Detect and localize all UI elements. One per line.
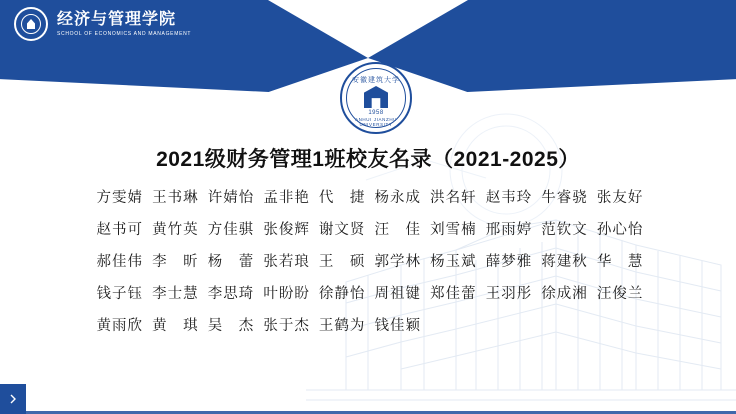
name-row — [92, 218, 648, 239]
name-cell: 杨玉斌 — [430, 254, 477, 270]
name-cell — [592, 314, 648, 335]
name-row — [92, 186, 648, 207]
name-cell: 许婧怡 — [207, 190, 255, 206]
page-title: 2021级财务管理1班校友名录（2021-2025） — [156, 148, 580, 171]
chevron-right-icon — [8, 394, 18, 404]
school-brand — [14, 7, 191, 41]
name-cell: 王羽彤 — [485, 286, 533, 302]
name-cell: 徐成湘 — [541, 286, 588, 302]
name-cell: 王书琳 — [152, 190, 199, 206]
name-cell: 徐静怡 — [318, 286, 366, 302]
name-cell: 杨永成 — [374, 190, 422, 206]
name-cell: 张若琅 — [263, 254, 310, 270]
emblem-year: 1958 — [368, 110, 384, 116]
name-cell: 郭学林 — [374, 254, 422, 270]
name-cell: 李思琦 — [207, 286, 255, 302]
name-cell: 周祖键 — [374, 286, 422, 302]
name-cell: 郑佳蕾 — [430, 286, 477, 302]
name-row — [92, 250, 648, 271]
school-name-en: SCHOOL OF ECONOMICS AND MANAGEMENT — [57, 30, 192, 37]
school-brand-text — [57, 10, 191, 39]
name-cell: 李 昕 — [152, 254, 199, 270]
name-cell: 孟非艳 — [263, 190, 310, 206]
name-row — [92, 314, 648, 335]
school-name-cn: 经济与管理学院 — [57, 10, 177, 28]
school-seal-icon — [14, 7, 48, 41]
name-cell: 吴 杰 — [207, 318, 255, 334]
name-cell: 郝佳伟 — [96, 254, 144, 270]
name-cell: 华 慧 — [596, 254, 644, 270]
name-cell: 钱佳颖 — [374, 318, 422, 334]
name-cell: 方佳骐 — [207, 222, 255, 238]
name-cell: 张于杰 — [263, 318, 310, 334]
alumni-name-grid — [92, 186, 648, 346]
name-cell: 赵韦玲 — [485, 190, 533, 206]
name-cell: 汪俊兰 — [596, 286, 644, 302]
name-cell: 薛梦雅 — [485, 254, 533, 270]
name-cell: 牛睿骁 — [541, 190, 588, 206]
name-cell: 叶盼盼 — [263, 286, 310, 302]
name-cell — [481, 314, 537, 335]
name-cell: 邢雨婷 — [485, 222, 533, 238]
emblem-name-cn: 安徽建筑大学 — [352, 77, 400, 84]
name-cell: 蒋建秋 — [541, 254, 588, 270]
name-cell — [537, 314, 593, 335]
name-cell: 方雯婧 — [96, 190, 144, 206]
name-cell: 范钦文 — [541, 222, 588, 238]
name-cell: 杨 蕾 — [207, 254, 255, 270]
name-cell: 代 捷 — [318, 190, 366, 206]
name-cell: 张俊辉 — [263, 222, 310, 238]
name-cell: 黄竹英 — [152, 222, 199, 238]
name-cell: 洪名轩 — [430, 190, 477, 206]
name-row — [92, 282, 648, 303]
name-cell: 王 硕 — [318, 254, 366, 270]
next-slide-button[interactable] — [0, 384, 26, 414]
name-cell: 黄 琪 — [152, 318, 199, 334]
name-cell: 赵书可 — [96, 222, 144, 238]
name-cell: 钱子钰 — [96, 286, 144, 302]
emblem-name-en: ANHUI JIANZHU UNIVERSITY — [354, 117, 398, 127]
name-cell: 孙心怡 — [596, 222, 644, 238]
name-cell: 汪 佳 — [374, 222, 422, 238]
name-cell: 黄雨欣 — [96, 318, 144, 334]
name-cell: 刘雪楠 — [430, 222, 477, 238]
name-cell: 李士慧 — [152, 286, 199, 302]
name-cell: 谢文贤 — [318, 222, 366, 238]
name-cell: 张友好 — [596, 190, 644, 206]
name-cell — [426, 314, 482, 335]
name-cell: 王鹤为 — [318, 318, 366, 334]
university-emblem-icon — [340, 62, 412, 134]
